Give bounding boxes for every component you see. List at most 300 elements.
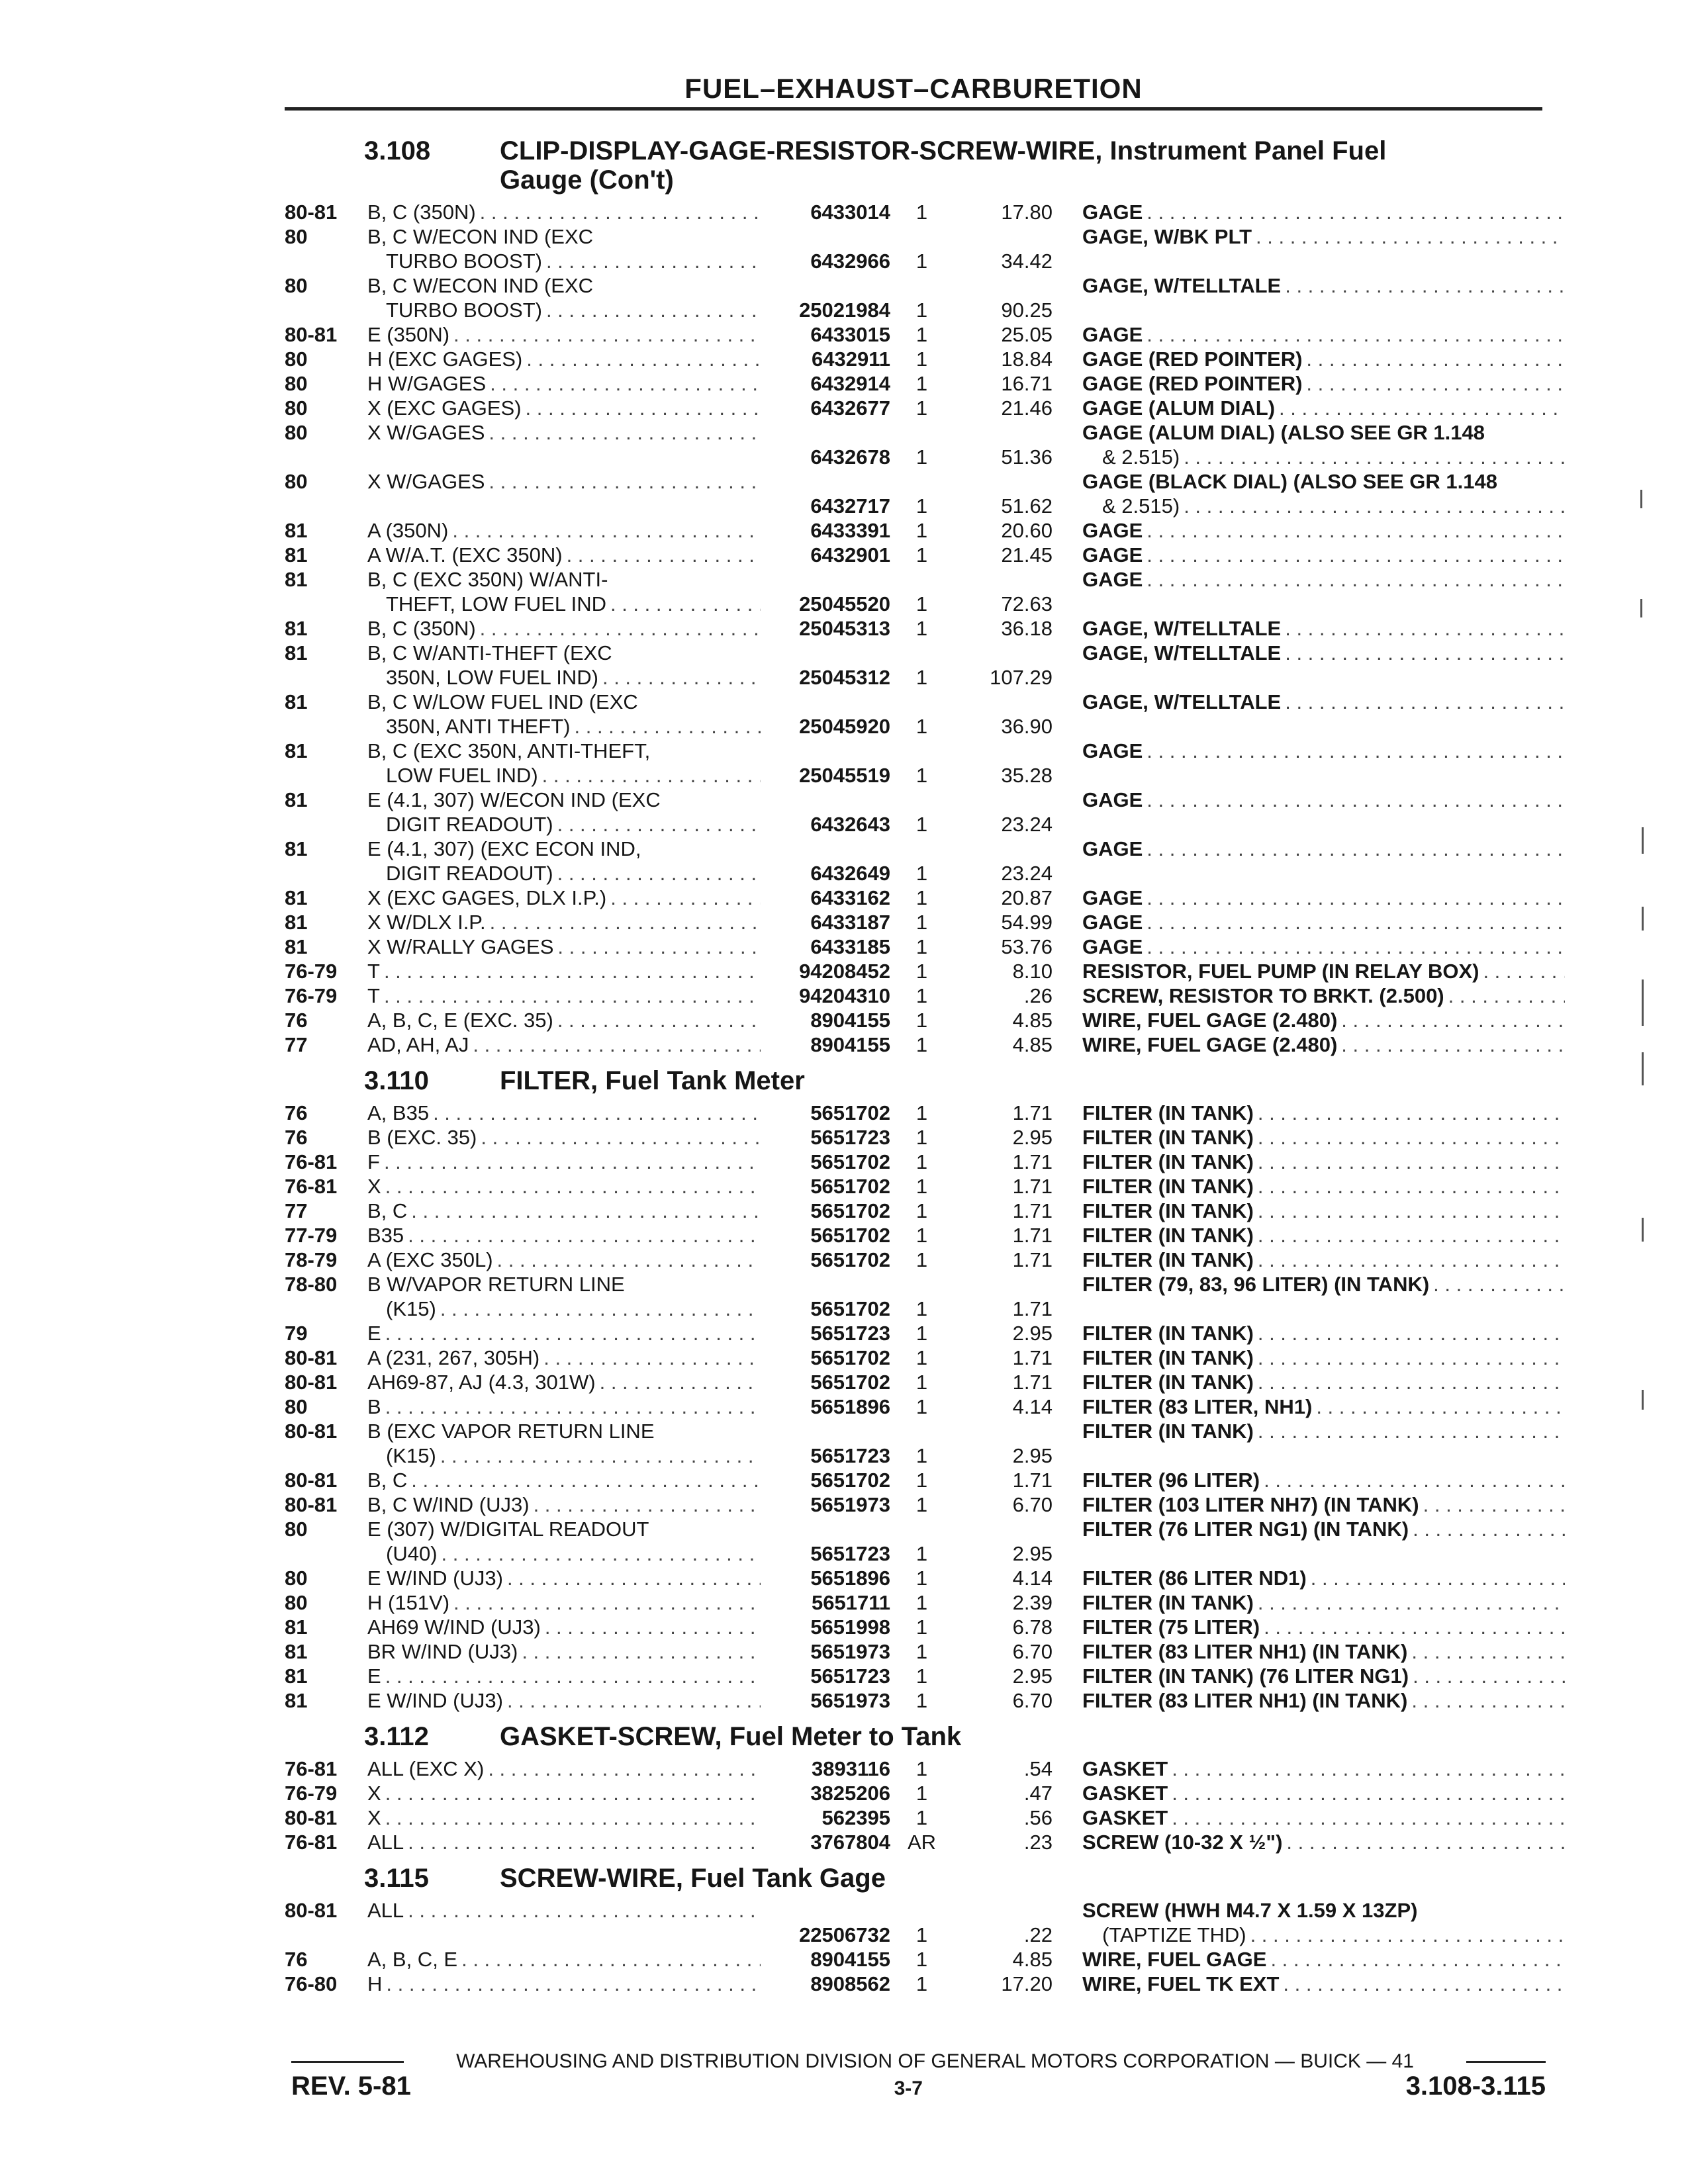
part-name-line [1082, 1830, 1569, 1854]
part-row [285, 837, 1556, 886]
price: 17.80 [1001, 201, 1053, 224]
part-row [285, 910, 1556, 934]
dot-leader [473, 1032, 761, 1057]
part-name-text: FILTER (86 LITER ND1) [1082, 1567, 1307, 1590]
dot-leader [597, 224, 761, 249]
part-number: 5651702 [810, 1199, 890, 1222]
part-name [1053, 1150, 1569, 1174]
application-description [367, 1972, 765, 1996]
part-number: 25045519 [799, 764, 890, 787]
dot-leader [526, 396, 761, 420]
part-name-line [1082, 1125, 1569, 1150]
model-year: 81 [285, 641, 308, 664]
part-name-line [1082, 1517, 1569, 1541]
quantity: 1 [915, 1444, 928, 1467]
part-row [285, 1972, 1556, 1996]
model-year: 76-81 [285, 1831, 338, 1854]
application-description [367, 1248, 765, 1272]
description-line [367, 518, 765, 543]
dot-leader [408, 1223, 761, 1248]
part-name [1053, 739, 1569, 788]
dot-leader [497, 1248, 761, 1272]
price: 2.95 [1012, 1664, 1053, 1688]
application-description [367, 567, 765, 616]
description-text: H [367, 1972, 383, 1995]
application-description [367, 543, 765, 567]
price: 1.71 [1012, 1101, 1053, 1124]
part-name-line [1082, 1248, 1569, 1272]
part-name-line [1082, 1272, 1569, 1297]
description-text: B, C (EXC 350N, ANTI-THEFT, [367, 739, 651, 762]
quantity: 1 [915, 715, 928, 738]
description-line [367, 1174, 765, 1199]
dot-leader [1423, 1492, 1565, 1517]
model-year: 81 [285, 568, 308, 591]
part-name-line [1082, 347, 1569, 371]
part-name-text: FILTER (IN TANK) [1082, 1420, 1254, 1443]
part-name [1053, 886, 1569, 910]
description-text: F [367, 1150, 380, 1173]
quantity: 1 [915, 445, 928, 469]
part-number: 5651702 [810, 1150, 890, 1173]
section-description-cont: Gauge (Con't) [500, 165, 674, 195]
part-name-text: FILTER (103 LITER NH7) (IN TANK) [1082, 1493, 1419, 1516]
description-line [367, 1297, 765, 1321]
model-year: 76 [285, 1126, 308, 1149]
part-name [1053, 1394, 1569, 1419]
scan-mark [1642, 827, 1644, 854]
description-line [367, 1032, 765, 1057]
part-number: 6432966 [810, 250, 890, 273]
part-row [285, 396, 1556, 420]
footer-rule-left [291, 2061, 404, 2063]
part-name [1053, 1566, 1569, 1590]
part-name-line [1082, 959, 1569, 983]
dot-leader [1172, 1781, 1565, 1805]
part-name-line [1082, 1639, 1569, 1664]
price: .26 [1023, 984, 1053, 1007]
model-year: 76-81 [285, 1150, 338, 1173]
description-line [367, 1639, 765, 1664]
part-name-text: GASKET [1082, 1782, 1168, 1805]
description-text: E W/IND (UJ3) [367, 1567, 503, 1590]
part-name-line [1082, 371, 1569, 396]
price: 4.14 [1012, 1395, 1053, 1418]
dot-leader [1258, 1248, 1565, 1272]
part-name-line [1082, 1781, 1569, 1805]
part-name-text: FILTER (83 LITER, NH1) [1082, 1395, 1313, 1418]
description-line [367, 959, 765, 983]
part-name-text: GAGE, W/TELLTALE [1082, 617, 1282, 640]
footer-rule-right [1466, 2061, 1546, 2063]
quantity: 1 [915, 1371, 928, 1394]
footer-division-line [291, 2050, 1546, 2073]
model-year: 81 [285, 617, 308, 640]
quantity: 1 [915, 1806, 928, 1829]
dot-leader [480, 616, 761, 641]
model-year: 76-79 [285, 984, 338, 1007]
description-text: B W/VAPOR RETURN LINE [367, 1273, 625, 1296]
model-year: 80-81 [285, 1420, 338, 1443]
scan-mark [1642, 907, 1644, 931]
application-description [367, 1517, 765, 1566]
part-row [285, 739, 1556, 788]
part-number: 25045312 [799, 666, 890, 689]
part-name [1053, 1492, 1569, 1517]
description-line [367, 1370, 765, 1394]
parts-catalog [285, 127, 1556, 1996]
quantity: 1 [915, 1615, 928, 1639]
quantity: 1 [915, 519, 928, 542]
dot-leader [522, 1639, 761, 1664]
model-year: 80-81 [285, 1493, 338, 1516]
description-text: AH69-87, AJ (4.3, 301W) [367, 1371, 596, 1394]
part-name-line [1082, 886, 1569, 910]
dot-leader [1172, 1756, 1565, 1781]
part-name-text: FILTER (96 LITER) [1082, 1469, 1260, 1492]
part-name [1053, 983, 1569, 1008]
description-line [367, 1468, 765, 1492]
description-line [367, 812, 765, 837]
part-name-line [1082, 934, 1569, 959]
description-text: E (4.1, 307) W/ECON IND (EXC [367, 788, 661, 811]
description-line [367, 1492, 765, 1517]
quantity: 1 [915, 935, 928, 958]
quantity: 1 [915, 1248, 928, 1271]
dot-leader [1279, 396, 1565, 420]
part-name-line [1082, 616, 1569, 641]
part-number: 6432717 [810, 494, 890, 518]
part-name [1053, 347, 1569, 371]
part-name [1053, 224, 1569, 273]
part-row [285, 322, 1556, 347]
price: 20.60 [1001, 519, 1053, 542]
part-name [1053, 567, 1569, 616]
quantity: 1 [915, 617, 928, 640]
price: 20.87 [1001, 886, 1053, 909]
application-description [367, 1805, 765, 1830]
quantity: 1 [915, 1782, 928, 1805]
description-text: (K15) [386, 1297, 436, 1320]
model-year: 77 [285, 1033, 308, 1056]
part-name-text: FILTER (IN TANK) [1082, 1199, 1254, 1222]
part-number: 25045920 [799, 715, 890, 738]
quantity: 1 [915, 1126, 928, 1149]
part-row [285, 1101, 1556, 1125]
part-name-text: GAGE, W/TELLTALE [1082, 274, 1282, 297]
description-text: X W/GAGES [367, 421, 485, 444]
model-year: 76-79 [285, 1782, 338, 1805]
model-year: 81 [285, 935, 308, 958]
price: 36.90 [1001, 715, 1053, 738]
quantity: 1 [915, 396, 928, 420]
description-text: A W/A.T. (EXC 350N) [367, 543, 563, 567]
part-name-line [1082, 1615, 1569, 1639]
part-name-line [1082, 983, 1569, 1008]
application-description [367, 959, 765, 983]
part-name-line [1082, 224, 1569, 249]
description-line [367, 763, 765, 788]
dot-leader [526, 347, 761, 371]
description-line [367, 347, 765, 371]
quantity: 1 [915, 494, 928, 518]
price: .54 [1023, 1757, 1053, 1780]
section-number: 3.108 [364, 136, 431, 165]
application-description [367, 1199, 765, 1223]
dot-leader [542, 763, 761, 788]
description-line [367, 543, 765, 567]
scan-mark [1640, 599, 1642, 617]
dot-leader [1448, 983, 1565, 1008]
price: 51.62 [1001, 494, 1053, 518]
part-number: 6432914 [810, 372, 890, 395]
part-number: 6433015 [810, 323, 890, 346]
application-description [367, 420, 765, 469]
model-year: 81 [285, 911, 308, 934]
dot-leader [490, 910, 761, 934]
part-name-text: GAGE [1082, 837, 1143, 860]
description-line [367, 1125, 765, 1150]
part-name-line [1082, 1688, 1569, 1713]
model-year: 78-80 [285, 1273, 338, 1296]
model-year: 76-81 [285, 1175, 338, 1198]
part-number: 5651702 [810, 1175, 890, 1198]
model-year: 81 [285, 1615, 308, 1639]
description-line [367, 1590, 765, 1615]
part-number: 6433391 [810, 519, 890, 542]
scan-mark [1642, 1390, 1644, 1410]
section-heading [285, 1722, 1556, 1751]
dot-leader [1501, 469, 1565, 494]
price: 53.76 [1001, 935, 1053, 958]
quantity: 1 [915, 1395, 928, 1418]
quantity: 1 [915, 984, 928, 1007]
part-name-line [1082, 1032, 1569, 1057]
quantity: 1 [915, 1009, 928, 1032]
model-year: 79 [285, 1322, 308, 1345]
part-name [1053, 1947, 1569, 1972]
section-title-main: CLIP-DISPLAY-GAGE-RESISTOR-SCREW-WIRE, [500, 136, 1103, 165]
part-number: 5651702 [810, 1469, 890, 1492]
application-description [367, 1898, 765, 1947]
part-name-line [1082, 1008, 1569, 1032]
dot-leader [1147, 739, 1565, 763]
dot-leader [600, 1370, 761, 1394]
price: 1.71 [1012, 1224, 1053, 1247]
description-text: B, C W/LOW FUEL IND (EXC [367, 690, 638, 713]
section-heading [285, 136, 1556, 195]
dot-leader [384, 983, 761, 1008]
dot-leader [385, 1664, 761, 1688]
part-name-line [1082, 1174, 1569, 1199]
part-name-text: GASKET [1082, 1806, 1168, 1829]
part-name [1053, 1468, 1569, 1492]
description-text: E [367, 1322, 381, 1345]
application-description [367, 371, 765, 396]
description-line [367, 1566, 765, 1590]
part-name-text: FILTER (IN TANK) [1082, 1101, 1254, 1124]
dot-leader [1184, 445, 1565, 469]
description-line [367, 934, 765, 959]
part-row [285, 420, 1556, 469]
part-name [1053, 1688, 1569, 1713]
dot-leader [386, 1972, 761, 1996]
price: 36.18 [1001, 617, 1053, 640]
description-text: TURBO BOOST) [386, 250, 542, 273]
part-name-line [1082, 396, 1569, 420]
model-year: 76-80 [285, 1972, 338, 1995]
part-name-line [1082, 567, 1569, 592]
quantity: 1 [915, 1175, 928, 1198]
application-description [367, 1101, 765, 1125]
part-name [1053, 1125, 1569, 1150]
model-year: 81 [285, 886, 308, 909]
description-text: B35 [367, 1224, 404, 1247]
dot-leader [1258, 1125, 1565, 1150]
description-line [367, 714, 765, 739]
part-row [285, 934, 1556, 959]
part-name [1053, 1008, 1569, 1032]
part-name-line [1082, 1972, 1569, 1996]
application-description [367, 616, 765, 641]
description-text: 350N, LOW FUEL IND) [386, 666, 598, 689]
part-name-line [1082, 322, 1569, 347]
price: 6.78 [1012, 1615, 1053, 1639]
part-row [285, 886, 1556, 910]
model-year: 81 [285, 1689, 308, 1712]
part-name [1053, 788, 1569, 837]
description-line [367, 200, 765, 224]
part-number: 5651723 [810, 1542, 890, 1565]
description-text: A, B, C, E [367, 1948, 458, 1971]
part-name-line [1082, 1805, 1569, 1830]
part-number: 8904155 [810, 1948, 890, 1971]
quantity: 1 [915, 1297, 928, 1320]
dot-leader [385, 1781, 761, 1805]
dot-leader [1250, 1923, 1565, 1947]
dot-leader [1258, 1370, 1565, 1394]
part-name [1053, 690, 1569, 739]
dot-leader [1258, 1223, 1565, 1248]
model-year: 81 [285, 543, 308, 567]
model-year: 81 [285, 788, 308, 811]
part-name [1053, 1898, 1569, 1947]
part-name-text: SCREW, RESISTOR TO BRKT. (2.500) [1082, 984, 1444, 1007]
dot-leader [1258, 1199, 1565, 1223]
application-description [367, 1615, 765, 1639]
dot-leader [1285, 616, 1565, 641]
model-year: 80-81 [285, 1371, 338, 1394]
application-description [367, 347, 765, 371]
description-text: A (231, 267, 305H) [367, 1346, 540, 1369]
quantity: AR [907, 1831, 937, 1854]
quantity: 1 [915, 1972, 928, 1995]
description-text: AD, AH, AJ [367, 1033, 469, 1056]
part-number: 94204310 [799, 984, 890, 1007]
description-line [367, 1345, 765, 1370]
dot-leader [610, 886, 761, 910]
description-line [367, 1101, 765, 1125]
quantity: 1 [915, 862, 928, 885]
description-line [367, 739, 765, 763]
application-description [367, 910, 765, 934]
part-number: 5651973 [810, 1640, 890, 1663]
description-line [367, 1443, 765, 1468]
dot-leader [1341, 1032, 1565, 1057]
price: 1.71 [1012, 1371, 1053, 1394]
part-row [285, 347, 1556, 371]
part-name-text: FILTER (IN TANK) (76 LITER NG1) [1082, 1664, 1409, 1688]
description-text: T [367, 984, 380, 1007]
price: 4.85 [1012, 1009, 1053, 1032]
application-description [367, 641, 765, 690]
part-row [285, 1223, 1556, 1248]
application-description [367, 1174, 765, 1199]
description-text: H (EXC GAGES) [367, 347, 523, 371]
description-text: X [367, 1806, 381, 1829]
application-description [367, 1223, 765, 1248]
price: 8.10 [1012, 960, 1053, 983]
description-text: X [367, 1175, 381, 1198]
part-name-text: FILTER (83 LITER NH1) (IN TANK) [1082, 1640, 1408, 1663]
dot-leader [507, 1566, 761, 1590]
application-description [367, 1321, 765, 1345]
part-name [1053, 1517, 1569, 1566]
description-line [367, 1008, 765, 1032]
dot-leader [507, 1688, 761, 1713]
quantity: 1 [915, 813, 928, 836]
price: 16.71 [1001, 372, 1053, 395]
price: 4.14 [1012, 1567, 1053, 1590]
dot-leader [1147, 518, 1565, 543]
quantity: 1 [915, 1322, 928, 1345]
model-year: 80 [285, 1518, 308, 1541]
dot-leader [1433, 1272, 1565, 1297]
quantity: 1 [915, 1346, 928, 1369]
dot-leader [602, 665, 761, 690]
part-name-line [1082, 641, 1569, 665]
dot-leader [1147, 837, 1565, 861]
part-name-text: GAGE (RED POINTER) [1082, 372, 1303, 395]
part-name-text: GAGE (ALUM DIAL) (ALSO SEE GR 1.148 [1082, 421, 1485, 444]
section-number: 3.112 [364, 1722, 429, 1751]
section-description: Fuel Tank Meter [605, 1066, 805, 1095]
part-name [1053, 1972, 1569, 1996]
part-name [1053, 1032, 1569, 1057]
part-name-text: GAGE, W/TELLTALE [1082, 690, 1282, 713]
price: .47 [1023, 1782, 1053, 1805]
part-name [1053, 1639, 1569, 1664]
price: 2.95 [1012, 1322, 1053, 1345]
description-text: E W/IND (UJ3) [367, 1689, 503, 1712]
part-row [285, 1756, 1556, 1781]
part-number: 8904155 [810, 1009, 890, 1032]
description-text: H W/GAGES [367, 372, 487, 395]
dot-leader [1258, 1419, 1565, 1443]
quantity: 1 [915, 764, 928, 787]
application-description [367, 1688, 765, 1713]
price: .23 [1023, 1831, 1053, 1854]
description-line [367, 224, 765, 249]
part-number: 5651702 [810, 1371, 890, 1394]
description-line [367, 1756, 765, 1781]
part-name [1053, 469, 1569, 518]
price: 107.29 [990, 666, 1053, 689]
part-row [285, 224, 1556, 273]
description-text: T [367, 960, 380, 983]
application-description [367, 1756, 765, 1781]
description-text: X W/GAGES [367, 470, 485, 493]
